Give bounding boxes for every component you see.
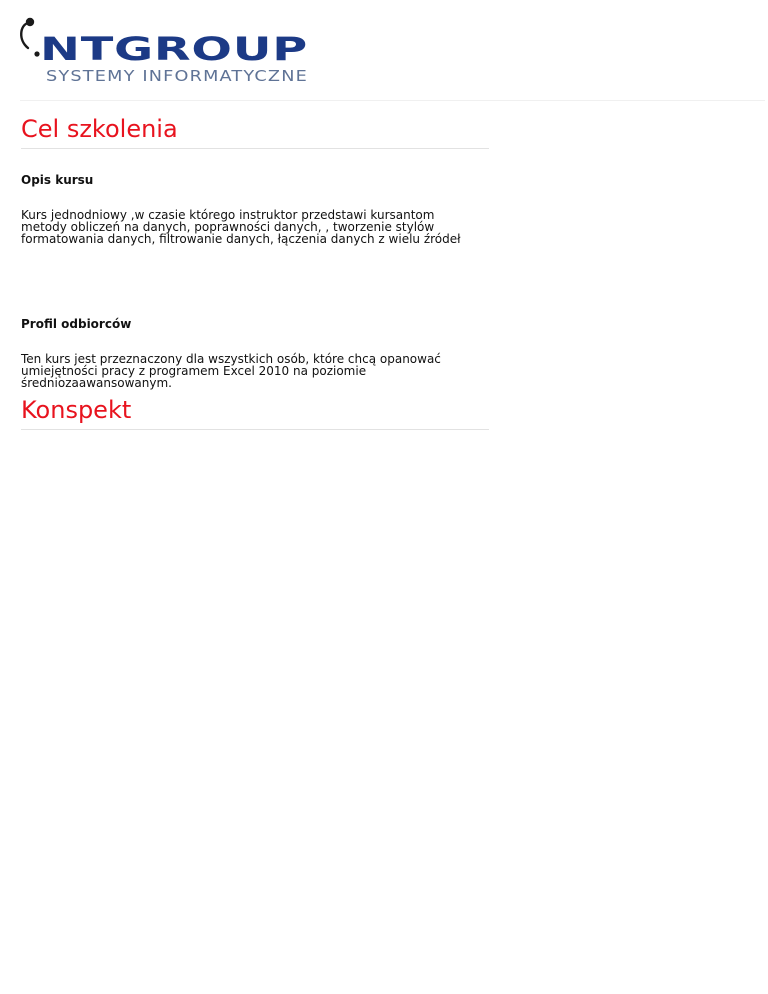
- course-description-text: Kurs jednodniowy ,w czasie którego instruktor przedstawi kursantom metody obliczeń na danych, poprawności danych, , tworzenie stylów formatowania danych, filtrowanie danych, łączenia danych z wielu źródeł: [21, 208, 461, 246]
- ntgroup-logo: [14, 12, 314, 88]
- goal-heading: Cel szkolenia: [21, 114, 489, 149]
- logo-brand-text: NTGROUP: [40, 30, 308, 68]
- header-divider: [20, 100, 765, 101]
- audience-text: Ten kurs jest przeznaczony dla wszystkich osób, które chcą opanować umiejętności pracy z programem Excel 2010 na poziomie średniozaawansowanym.: [21, 352, 441, 390]
- logo-tagline-text: SYSTEMY INFORMATYCZNE: [46, 67, 308, 85]
- orbit-arc-icon: [21, 23, 28, 48]
- outline-heading: Konspekt: [21, 395, 489, 430]
- course-content: [21, 114, 489, 430]
- orbit-small-dot-icon: [34, 51, 39, 56]
- audience-label: Profil odbiorców: [21, 317, 132, 331]
- orbit-top-dot-icon: [26, 18, 34, 26]
- course-description-label: Opis kursu: [21, 173, 94, 187]
